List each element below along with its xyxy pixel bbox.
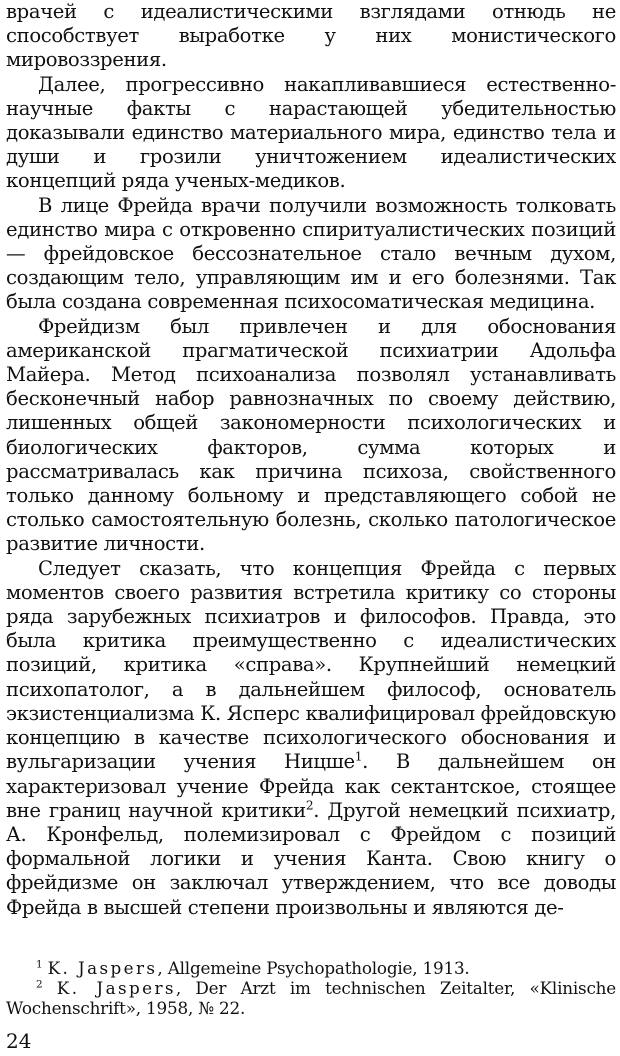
paragraph [6, 73, 616, 194]
footnote-author: K. Jaspers [47, 958, 158, 978]
paragraph [6, 557, 616, 920]
page-number: 24 [6, 1029, 32, 1053]
paragraph-text: Далее, прогрессивно накапливавшиеся естественно-научные факты с нарастающей убедительностью доказывали единство материального мира, единство тела и души и грозили уничтожением идеалистических концепций ряда ученых-медиков. [6, 72, 616, 193]
footnotes [6, 958, 616, 1018]
paragraph [6, 315, 616, 557]
paragraph [6, 0, 616, 73]
footnote-reference: 1 [354, 749, 363, 764]
footnote-marker: 2 [36, 978, 43, 991]
paragraph-text: Следует сказать, что концепция Фрейда с первых моментов своего развития встретила критику со стороны ряда зарубежных психиатров и философов. Правда, это была критика преимущественно с идеалистических позиций, критика «справа». Крупнейший немецкий психопатолог, а в дальнейшем философ, основатель экзистенциализма К. Ясперс квалифицировал фрейдовскую концепцию в качестве психологического обоснования и вульгаризации учения Ницше [6, 556, 616, 774]
footnote-marker: 1 [36, 958, 43, 971]
paragraph-text: Фрейдизм был привлечен и для обоснования американской прагматической психиатрии Адольфа Майера. Метод психоанализа позволял устанавливать бесконечный набор равнозначных по своему действию, лишенных общей закономерности психологических и биологических факторов, сумма которых и рассматривалась как причина психоза, свойственного только данному больному и представляющего собой не столько самостоятельную болезнь, сколько патологическое развитие личности. [6, 314, 616, 556]
footnote-citation: , Allgemeine Psychopathologie, 1913. [157, 958, 470, 978]
paragraph-text: . В дальнейшем он характеризовал учение Фрейда как сектантское, стоящее вне границ научной критики [6, 750, 616, 822]
footnote-citation: , Der Arzt im technischen Zeitalter, «Klinische Wochenschrift», 1958, № 22. [6, 978, 616, 1018]
paragraph-text: врачей с идеалистическими взглядами отнюдь не способствует выработке у них монистического мировоззрения. [6, 0, 616, 72]
footnote-author: K. Jaspers [56, 978, 176, 998]
book-page [6, 0, 616, 1056]
paragraph-text: . Другой немецкий психиатр, А. Кронфельд, полемизировал с Фрейдом с позиций формальной логики и учения Канта. Свою книгу о фрейдизме он заключал утверждением, что все доводы Фрейда в высшей степени произвольны и являются де- [6, 798, 616, 919]
paragraph-text: В лице Фрейда врачи получили возможность толковать единство мира с откровенно спиритуалистических позиций — фрейдовское бессознательное стало вечным духом, создающим тело, управляющим им и его болезнями. Так была создана современная психосоматическая медицина. [6, 193, 616, 314]
footnote-reference: 2 [305, 798, 314, 813]
footnote [6, 958, 616, 978]
main-text [6, 0, 616, 920]
paragraph [6, 194, 616, 315]
footnote [6, 978, 616, 1018]
